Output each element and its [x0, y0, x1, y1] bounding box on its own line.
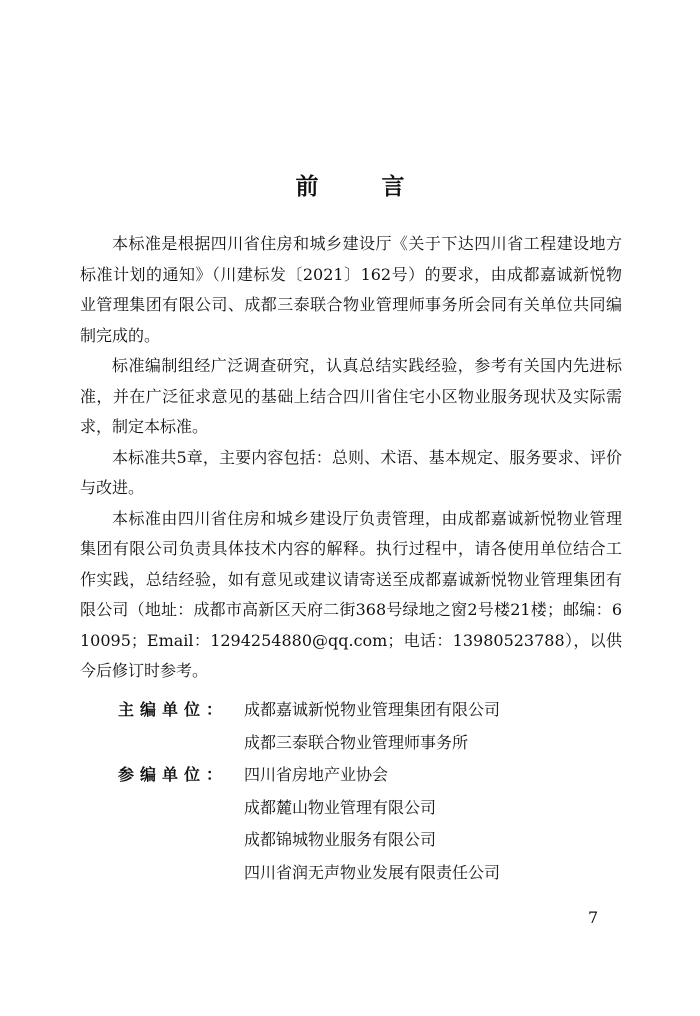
unit-item: 四川省房地产业协会 — [244, 765, 389, 784]
unit-item: 成都三泰联合物业管理师事务所 — [244, 732, 469, 752]
paragraph-contents: 本标准共5章，主要内容包括：总则、术语、基本规定、服务要求、评价与改进。 — [80, 447, 622, 497]
units-section — [118, 694, 500, 889]
unit-item: 成都锦城物业服务有限公司 — [244, 830, 437, 849]
participating-units-label: 参编单位： — [118, 765, 229, 784]
page-number: 7 — [588, 908, 599, 927]
page-title: 前 言 — [295, 174, 425, 200]
unit-item: 成都麓山物业管理有限公司 — [244, 797, 437, 817]
chief-units-group — [118, 694, 500, 759]
unit-item: 成都嘉诚新悦物业管理集团有限公司 — [244, 700, 501, 719]
paragraph-research: 标准编制组经广泛调查研究，认真总结实践经验，参考有关国内先进标准，并在广泛征求意见的基础上结合四川省住宅小区物业服务现状及实际需求，制定本标准。 — [80, 356, 622, 436]
participating-units-group — [118, 759, 500, 889]
chief-units-list — [244, 694, 500, 759]
participating-units-list — [244, 759, 500, 889]
preface-body — [80, 229, 622, 687]
paragraph-basis: 本标准是根据四川省住房和城乡建设厅《关于下达四川省工程建设地方标准计划的通知》（川建标发〔2021〕162号）的要求，由成都嘉诚新悦物业管理集团有限公司、成都三泰联合物业管理师事务所会同有关单位共同编制完成的。 — [80, 234, 622, 345]
paragraph-management: 本标准由四川省住房和城乡建设厅负责管理，由成都嘉诚新悦物业管理集团有限公司负责具体技术内容的解释。执行过程中，请各使用单位结合工作实践，总结经验，如有意见或建议请寄送至成都嘉诚新悦物业管理集团有限公司（地址：成都市高新区天府二街368号绿地之窗2号楼21楼；邮编：610095；Email：1294254880@qq.com；电话：13980523788），以供今后修订时参考。 — [80, 508, 622, 680]
unit-item: 四川省润无声物业发展有限责任公司 — [244, 862, 501, 882]
chief-units-label: 主编单位： — [118, 700, 229, 719]
